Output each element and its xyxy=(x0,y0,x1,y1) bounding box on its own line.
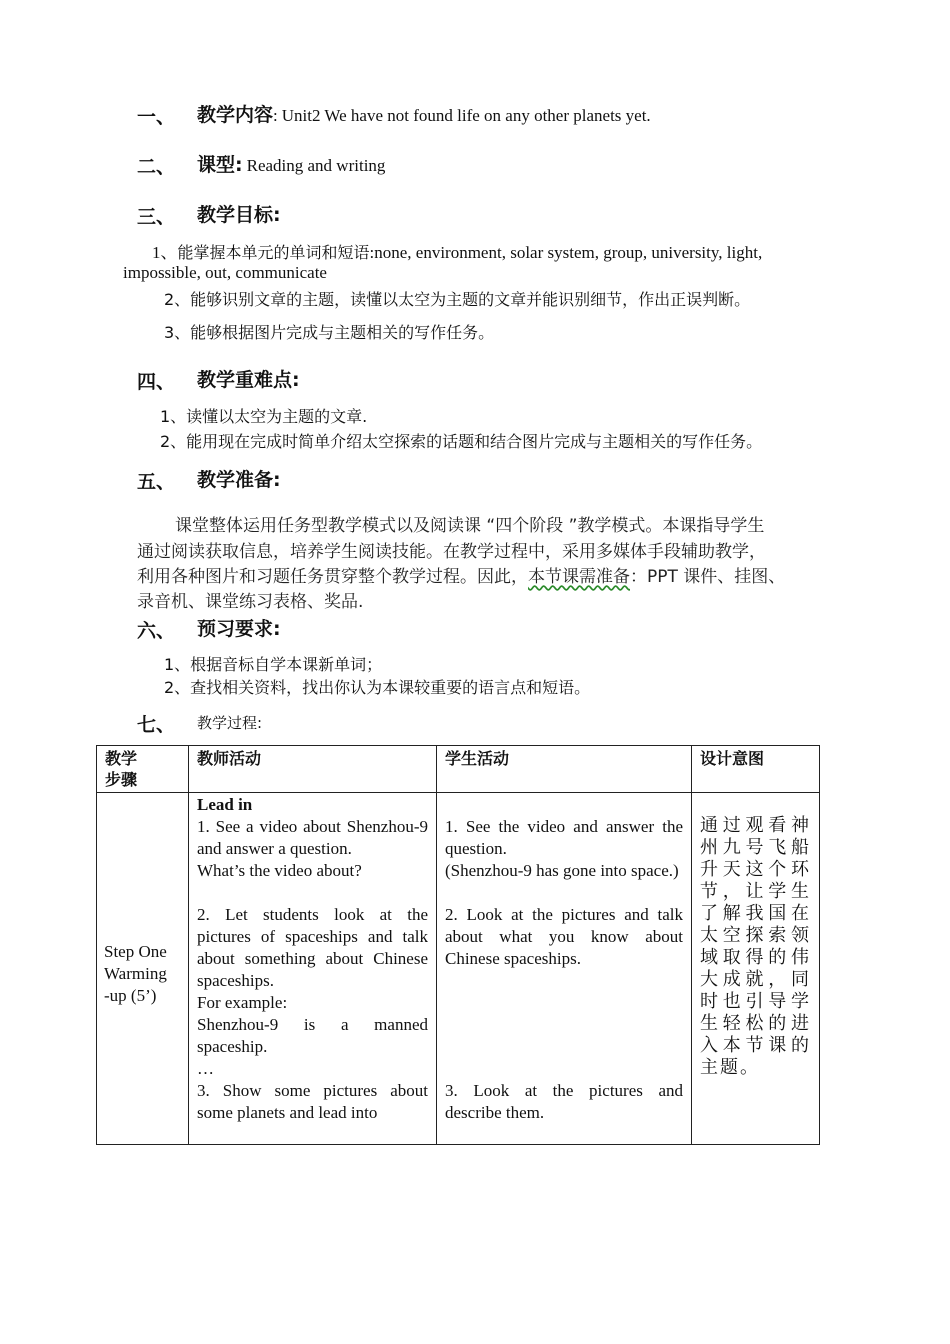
section-3-item-1-continued: impossible, out, communicate xyxy=(123,263,327,282)
teacher-heading: Lead in xyxy=(197,795,253,814)
section-4-number: 四、 xyxy=(137,371,176,393)
teacher-item-2-example: Shenzhou-9 is a manned spaceship. xyxy=(197,1015,428,1056)
teacher-cell xyxy=(189,793,437,1145)
section-1-body: Unit2 We have not found life on any other planets yet. xyxy=(281,106,651,125)
section-5-line-3a: 利用各种图片和习题任务贯穿整个教学过程。因此， xyxy=(137,567,528,587)
section-2-body: Reading and writing xyxy=(246,156,386,175)
section-3-item-2: 2、能够识别文章的主题，读懂以太空为主题的文章并能识别细节，作出正误判断。 xyxy=(164,290,751,309)
section-6-title: 预习要求: xyxy=(197,618,281,640)
header-student: 学生活动 xyxy=(437,746,692,793)
section-2-title: 课型: xyxy=(197,154,243,176)
section-6-item-1: 1、根据音标自学本课新单词； xyxy=(164,655,383,674)
student-item-3: 3. Look at the pictures and describe them. xyxy=(445,1081,683,1122)
teacher-item-2: 2. Let students look at the pictures of spaceships and talk about something about Chinese spaceships. xyxy=(197,905,428,990)
section-1-line xyxy=(197,100,651,127)
student-spacer-top xyxy=(445,794,683,816)
section-1-number: 一、 xyxy=(137,106,176,128)
section-5-number: 五、 xyxy=(137,471,176,493)
table-row xyxy=(97,793,820,1145)
student-spacer-bottom xyxy=(445,970,683,1080)
section-5-line-3 xyxy=(137,562,785,587)
section-7-number: 七、 xyxy=(137,714,176,736)
section-4-item-1: 1、读懂以太空为主题的文章. xyxy=(160,407,368,426)
design-cell xyxy=(692,793,820,1145)
section-3-item-1-cn: 能掌握本单元的单词和短语 xyxy=(177,243,370,262)
design-text: 通过观看神州九号飞船升天这个环节，让学生了解我国在太空探索领域取得的伟大成就，同时也引导学生轻松的进入本节课的主题。 xyxy=(700,815,811,1078)
section-5-line-3c: ：PPT 课件、挂图、 xyxy=(630,567,786,587)
section-2-number: 二、 xyxy=(137,156,176,178)
section-5-title: 教学准备: xyxy=(197,469,281,491)
student-cell xyxy=(437,793,692,1145)
section-1-colon: : xyxy=(273,106,278,125)
student-item-1-answer: (Shenzhou-9 has gone into space.) xyxy=(445,861,679,880)
teacher-item-2-example-label: For example: xyxy=(197,993,288,1012)
section-2-line xyxy=(197,150,385,177)
section-4-title: 教学重难点: xyxy=(197,369,300,391)
section-3-item-1 xyxy=(152,238,762,263)
teacher-item-1-question: What’s the video about? xyxy=(197,861,362,880)
section-1-title: 教学内容 xyxy=(197,104,274,126)
table-header-row xyxy=(97,746,820,793)
student-item-2: 2. Look at the pictures and talk about what you know about Chinese spaceships. xyxy=(445,905,683,968)
header-step: 教学 步骤 xyxy=(97,746,189,793)
section-6-item-2: 2、查找相关资料，找出你认为本课较重要的语言点和短语。 xyxy=(164,678,591,697)
section-3-item-3: 3、能够根据图片完成与主题相关的写作任务。 xyxy=(164,323,495,342)
section-3-item-1-number: 1、 xyxy=(152,243,178,262)
teacher-spacer xyxy=(197,882,428,904)
lesson-plan-table xyxy=(96,745,820,1145)
section-7-title: 教学过程: xyxy=(197,714,263,732)
section-3-number: 三、 xyxy=(137,206,176,228)
student-spacer-mid xyxy=(445,882,683,904)
section-3-item-1-en: :none, environment, solar system, group, university, light, xyxy=(369,243,763,262)
section-5-line-1: 课堂整体运用任务型教学模式以及阅读课 “四个阶段 ”教学模式。本课指导学生 xyxy=(175,516,765,536)
teacher-ellipsis: … xyxy=(197,1059,214,1078)
section-3-title: 教学目标: xyxy=(197,204,281,226)
section-4-item-2: 2、能用现在完成时简单介绍太空探索的话题和结合图片完成与主题相关的写作任务。 xyxy=(160,432,763,451)
step-cell xyxy=(97,793,189,1145)
teacher-item-3: 3. Show some pictures about some planets and lead into xyxy=(197,1081,428,1122)
section-5-line-2: 通过阅读获取信息，培养学生阅读技能。在教学过程中，采用多媒体手段辅助教学， xyxy=(137,542,766,562)
section-5-line-4: 录音机、课堂练习表格、奖品. xyxy=(137,592,364,612)
section-6-number: 六、 xyxy=(137,620,176,642)
student-item-1: 1. See the video and answer the question. xyxy=(445,817,683,858)
header-teacher: 教师活动 xyxy=(189,746,437,793)
teacher-item-1: 1. See a video about Shenzhou-9 and answer a question. xyxy=(197,817,428,858)
step-text: Step One Warming -up (5’) xyxy=(104,941,167,1005)
section-5-line-3-squiggle: 本节课需准备 xyxy=(528,567,630,587)
header-design: 设计意图 xyxy=(692,746,820,793)
